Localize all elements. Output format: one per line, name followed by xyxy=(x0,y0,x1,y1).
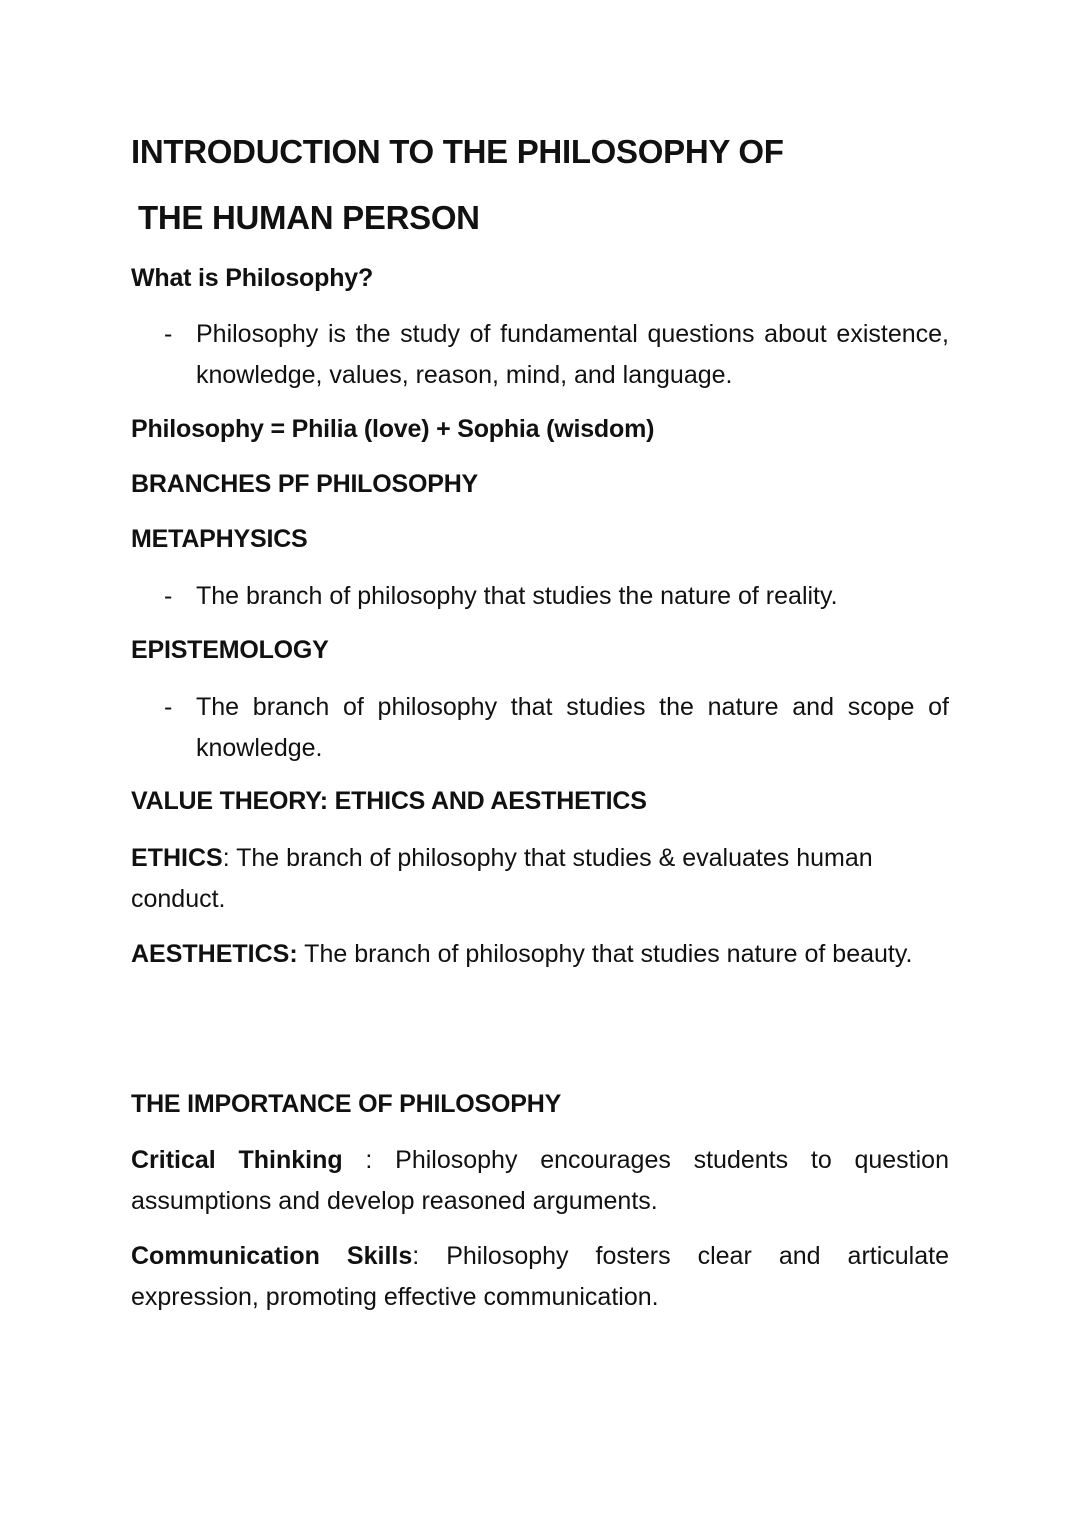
bullet-epistemology xyxy=(164,687,949,769)
bullet-dash: - xyxy=(164,320,173,348)
heading-metaphysics: METAPHYSICS xyxy=(131,525,308,553)
heading-branches: BRANCHES PF PHILOSOPHY xyxy=(131,470,479,498)
definition-text: Philosophy encourages students to question assumptions and develop reasoned arguments. xyxy=(131,1146,949,1215)
bullet-dash: - xyxy=(164,582,173,610)
etymology-line: Philosophy = Philia (love) + Sophia (wisdom) xyxy=(131,415,655,443)
definition-text: Philosophy fosters clear and articulate expression, promoting effective communication. xyxy=(131,1242,949,1311)
separator: : xyxy=(342,1146,396,1174)
definition-text: The branch of philosophy that studies nature of beauty. xyxy=(297,940,913,968)
definition-aesthetics xyxy=(131,934,949,975)
separator: : xyxy=(289,940,298,968)
bullet-text: The branch of philosophy that studies the nature and scope of knowledge. xyxy=(196,693,949,762)
bullet-text: Philosophy is the study of fundamental questions about existence, knowledge, values, reason, mind, and language. xyxy=(196,320,949,389)
importance-communication-skills xyxy=(131,1236,949,1318)
term-aesthetics: AESTHETICS xyxy=(131,940,290,968)
term-critical-thinking: Critical Thinking xyxy=(131,1146,343,1174)
bullet-dash: - xyxy=(164,693,173,721)
heading-epistemology: EPISTEMOLOGY xyxy=(131,636,329,664)
separator: : xyxy=(412,1242,420,1270)
bullet-metaphysics xyxy=(164,576,949,617)
term-ethics: ETHICS xyxy=(131,844,223,872)
heading-value-theory: VALUE THEORY: ETHICS AND AESTHETICS xyxy=(131,787,647,815)
heading-importance: THE IMPORTANCE OF PHILOSOPHY xyxy=(131,1090,562,1118)
definition-ethics xyxy=(131,838,949,920)
separator: : xyxy=(222,844,230,872)
definition-text: The branch of philosophy that studies & evaluates human conduct. xyxy=(131,844,873,913)
bullet-text: The branch of philosophy that studies the nature of reality. xyxy=(196,582,838,610)
heading-what-is-philosophy: What is Philosophy? xyxy=(131,264,374,292)
document-title-line-1: INTRODUCTION TO THE PHILOSOPHY OF xyxy=(131,133,784,170)
term-communication-skills: Communication Skills xyxy=(131,1242,413,1270)
bullet-philosophy-definition xyxy=(164,314,949,396)
document-title-line-2: THE HUMAN PERSON xyxy=(138,199,480,236)
importance-critical-thinking xyxy=(131,1140,949,1222)
